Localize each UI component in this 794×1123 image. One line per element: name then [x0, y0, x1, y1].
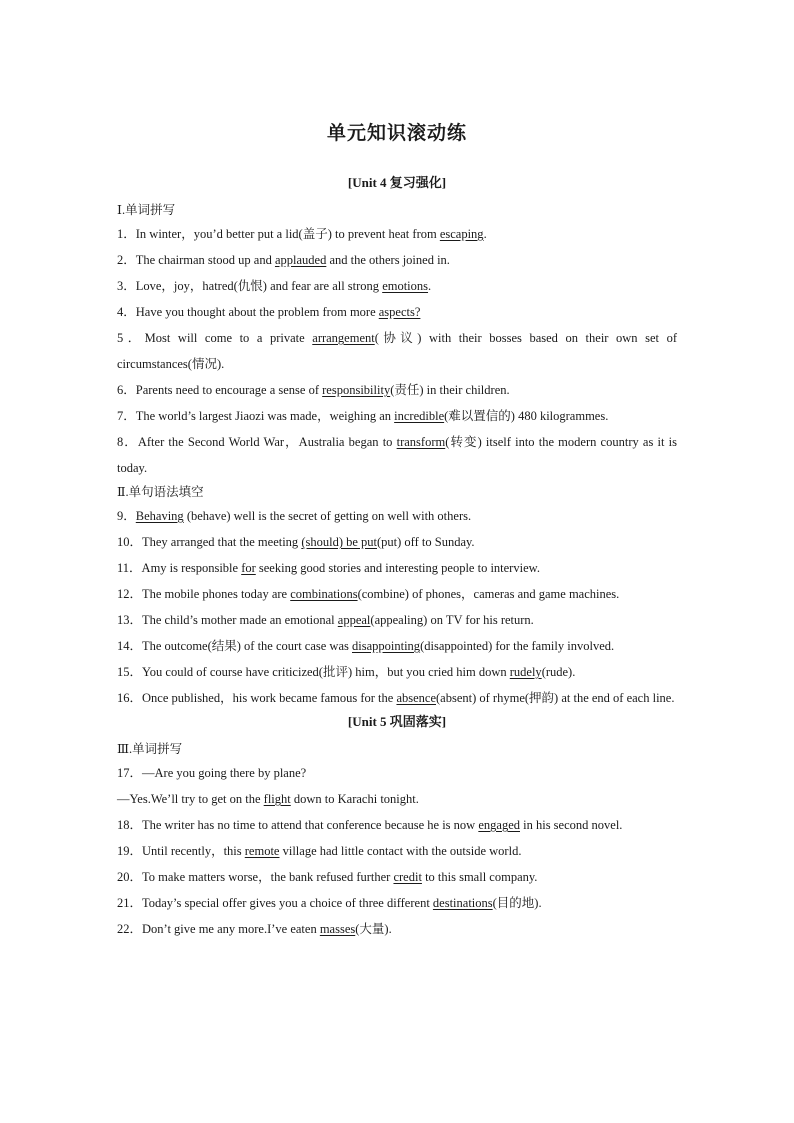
question-16: 16．Once published，his work became famous for the absence(absent) of rhyme(押韵) at the end of each line.	[117, 691, 675, 705]
unit4-heading: [Unit 4 复习强化]	[347, 175, 447, 190]
question-1: 1．In winter，you’d better put a lid(盖子) to prevent heat from escaping.	[117, 227, 487, 241]
answer: absence	[396, 691, 437, 705]
answer: engaged	[478, 818, 520, 832]
question-8: 8．After the Second World War，Australia began to transform(转变) itself into the modern country as it is today.	[117, 435, 677, 475]
section-heading: Ⅰ.单词拼写	[117, 203, 176, 217]
answer: arrangement	[312, 331, 375, 345]
question-22: 22．Don’t give me any more.I’ve eaten masses(大量).	[117, 922, 392, 936]
answer: remote	[244, 844, 280, 858]
question-17-reply: —Yes.We’ll try to get on the flight down to Karachi tonight.	[117, 792, 419, 806]
question-9: 9．Behaving (behave) well is the secret of getting on well with others.	[117, 509, 472, 523]
answer: incredible	[394, 409, 445, 423]
section-heading: Ⅱ.单句语法填空	[117, 485, 204, 499]
question-4: 4．Have you thought about the problem from more aspects?	[117, 305, 421, 319]
question-19: 19．Until recently，this remote village had little contact with the outside world.	[117, 844, 522, 858]
answer: masses	[319, 922, 356, 936]
question-14: 14．The outcome(结果) of the court case was disappointing(disappointed) for the family involved.	[117, 639, 615, 653]
question-2: 2．The chairman stood up and applauded and the others joined in.	[117, 253, 450, 267]
answer: rudely	[509, 665, 542, 679]
answer: escaping	[439, 227, 484, 241]
answer: (should) be put	[301, 535, 377, 549]
answer: destinations	[432, 896, 493, 910]
answer: Behaving	[135, 509, 184, 523]
answer: flight	[263, 792, 291, 806]
question-3: 3．Love，joy，hatred(仇恨) and fear are all strong emotions.	[117, 279, 432, 293]
question-15: 15．You could of course have criticized(批评) him，but you cried him down rudely(rude).	[117, 665, 576, 679]
answer: combinations	[290, 587, 358, 601]
question-7: 7．The world’s largest Jiaozi was made，weighing an incredible(难以置信的) 480 kilogrammes.	[117, 409, 609, 423]
unit5-heading: [Unit 5 巩固落实]	[347, 714, 447, 729]
question-12: 12．The mobile phones today are combinations(combine) of phones，cameras and game machines.	[117, 587, 620, 601]
question-13: 13．The child’s mother made an emotional appeal(appealing) on TV for his return.	[117, 613, 534, 627]
page-title: 单元知识滚动练	[326, 122, 467, 144]
answer: credit	[393, 870, 422, 884]
answer: responsibility	[322, 383, 391, 397]
answer: transform	[396, 435, 446, 449]
answer: aspects?	[378, 305, 421, 319]
question-17: 17．—Are you going there by plane?	[117, 766, 307, 780]
worksheet-page	[117, 118, 677, 942]
answer: appeal	[337, 613, 371, 627]
question-18: 18．The writer has no time to attend that conference because he is now engaged in his second novel.	[117, 818, 623, 832]
question-20: 20．To make matters worse，the bank refused further credit to this small company.	[117, 870, 538, 884]
answer: for	[241, 561, 256, 575]
question-5: 5．Most will come to a private arrangement(协议) with their bosses based on their own set of circumstances(情况).	[117, 331, 677, 371]
question-11: 11．Amy is responsible for seeking good stories and interesting people to interview.	[117, 561, 540, 575]
question-21: 21．Today’s special offer gives you a choice of three different destinations(目的地).	[117, 896, 542, 910]
question-10: 10．They arranged that the meeting (should) be put(put) off to Sunday.	[117, 535, 475, 549]
question-6: 6．Parents need to encourage a sense of responsibility(责任) in their children.	[117, 383, 510, 397]
answer: emotions	[382, 279, 429, 293]
answer: disappointing	[352, 639, 421, 653]
answer: applauded	[274, 253, 327, 267]
section-heading: Ⅲ.单词拼写	[117, 742, 183, 756]
